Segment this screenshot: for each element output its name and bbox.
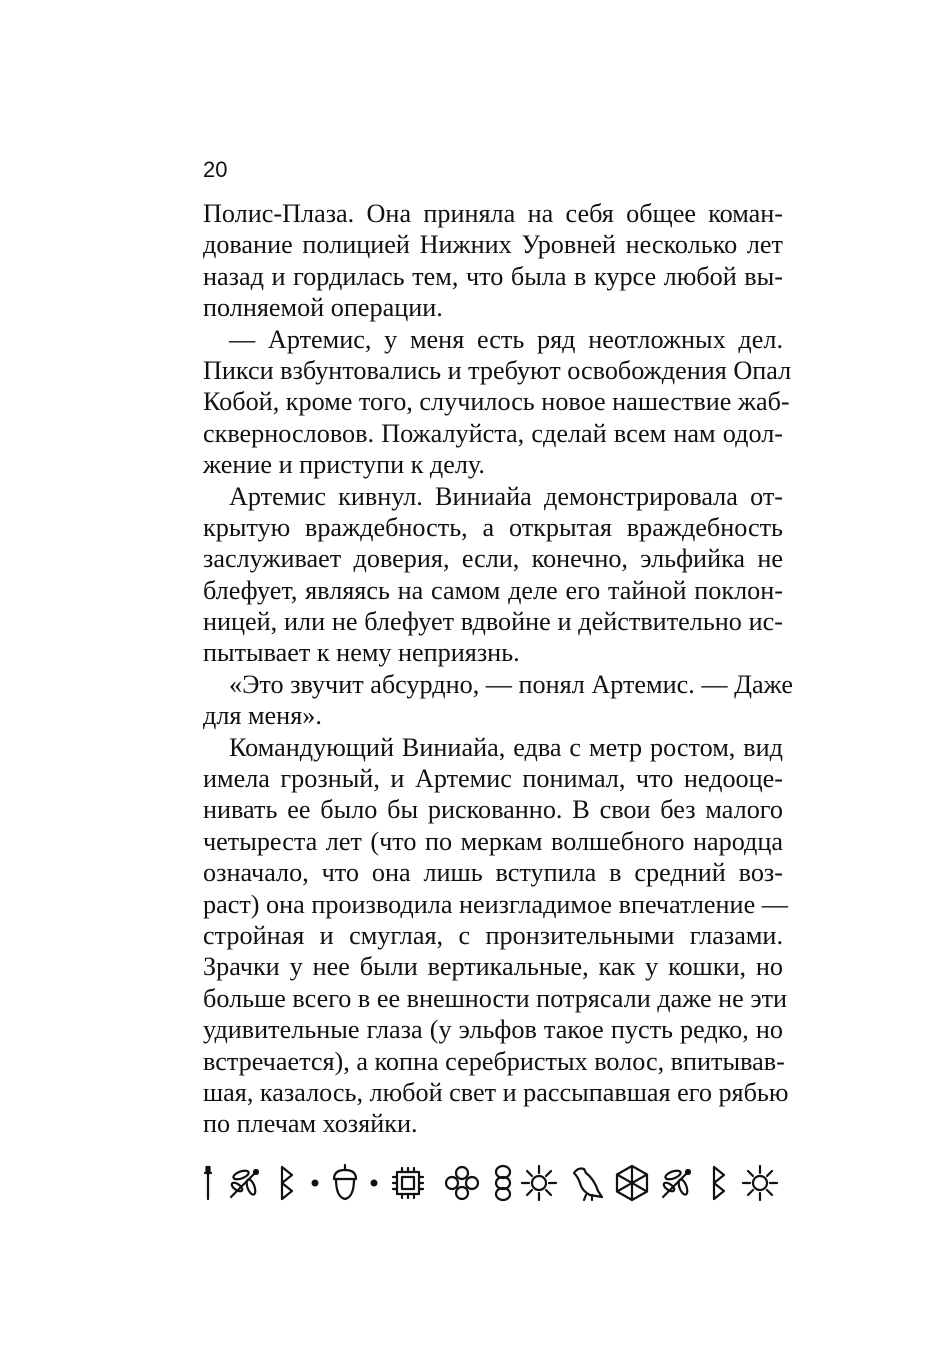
text-line: Кобой, кроме того, случилось новое нашествие жаб- [203,387,790,417]
text-line: Пикси взбунтовались и требуют освобождения Опал [203,355,792,385]
dragonfly-icon [230,1169,258,1197]
text-line: имела грозный, и Артемис понимал, что недооце- [203,764,783,794]
text-line: ницей, или не блефует вдвойне и действительно ис- [203,607,783,637]
text-line: Командующий Виниайа, едва с метр ростом, вид [229,732,783,762]
acorn-icon [334,1165,356,1199]
knot-icon [446,1167,478,1199]
text-line: Артемис кивнул. Виниайа демонстрировала от- [229,481,783,511]
bird-icon [574,1169,602,1201]
text-line: Полис-Плаза. Она приняла на себя общее коман- [203,199,783,228]
text-line: шая, казалось, любой свет и рассыпавшая его рябью [203,1077,789,1107]
text-line: Зрачки у нее были вертикальные, как у кошки, но [203,952,783,982]
text-line: дование полицией Нижних Уровней несколько лет [203,230,783,260]
sun-icon [743,1166,777,1200]
text-line: удивительные глаза (у эльфов такое пусть редко, но [203,1015,783,1045]
text-line: «Это звучит абсурдно, — понял Артемис. — Даже [229,669,793,699]
hexagon-icon [617,1166,647,1200]
text-line: стройная и смуглая, с пронзительными глазами. [203,920,783,950]
text-line: для меня». [203,701,322,731]
ornament-border [198,1158,788,1208]
text-line: блефует, являясь на самом деле его тайной поклон- [203,575,783,605]
text-line: крытую враждебность, а открытая враждебность [203,512,783,542]
text-line: — Артемис, у меня есть ряд неотложных дел. [229,324,783,354]
text-line: означало, что она лишь вступила в средний воз- [203,858,783,888]
text-line: по плечам хозяйки. [203,1109,418,1139]
sword-icon [205,1167,211,1199]
text-line: полняемой операции. [203,293,443,323]
dot-icon [371,1180,378,1187]
text-line: раст) она производила неизгладимое впечатление — [203,889,788,919]
text-line: назад и гордилась тем, что была в курсе любой вы- [203,261,783,291]
text-line: встречается), а копна серебристых волос, впитывав- [203,1046,785,1076]
dragonfly-icon [662,1169,690,1197]
page-number: 20 [203,157,228,182]
rune-icon [282,1167,292,1199]
sun-icon [522,1166,556,1200]
text-line: четыреста лет (что по меркам волшебного народца [203,826,783,856]
text-line: сквернословов. Пожалуйста, сделай всем нам одол- [203,418,783,448]
text-line: пытывает к нему неприязнь. [203,638,520,668]
text-line: жение и приступи к делу. [203,450,485,480]
dot-icon [312,1180,319,1187]
body-text [203,198,793,1140]
chip-icon [393,1168,423,1198]
text-line: заслуживает доверия, если, конечно, эльфийка не [203,544,783,574]
rune-icon [714,1167,724,1199]
chain-icon [496,1166,510,1200]
text-line: нивать ее было бы рискованно. В свои без малого [203,795,783,825]
text-line: больше всего в ее внешности потрясали даже не эти [203,983,788,1013]
